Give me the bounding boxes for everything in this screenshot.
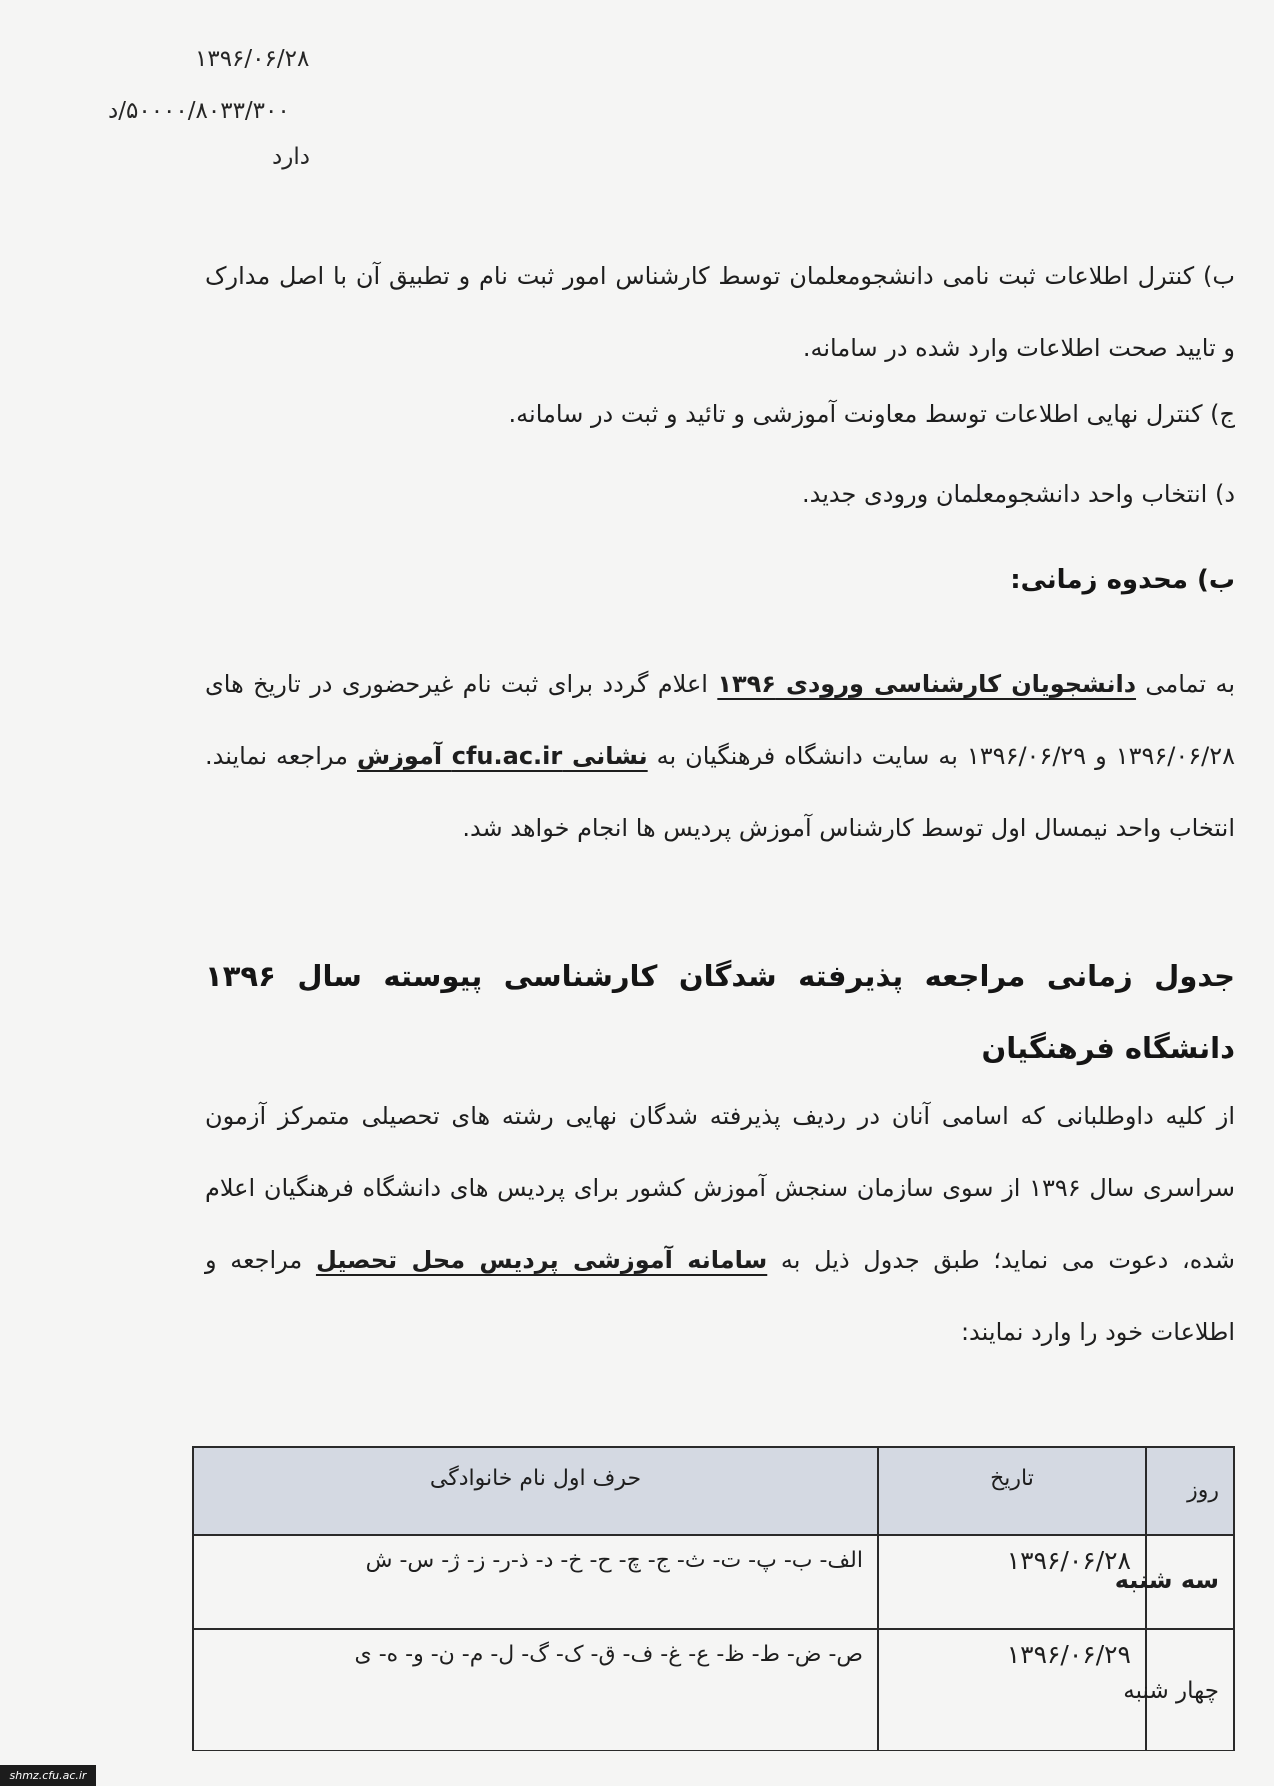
paragraph-j-final: ج) کنترل نهایی اطلاعات توسط معاونت آموزشی و تائید و ثبت در سامانه. (508, 400, 1235, 428)
site-watermark: shmz.cfu.ac.ir (0, 1765, 96, 1786)
time-text-1: به تمامی (1136, 670, 1236, 698)
invite-text-2: مراجعه و اطلاعات خود را وارد نمایند: (205, 1246, 1235, 1346)
table-row (194, 1536, 1233, 1630)
header-date: تاریخ (877, 1448, 1145, 1534)
table-row (194, 1630, 1233, 1751)
schedule-title: جدول زمانی مراجعه پذیرفته شدگان کارشناسی پیوسته سال ۱۳۹۶ دانشگاه فرهنگیان (205, 959, 1235, 1065)
schedule-table (192, 1446, 1235, 1751)
paragraph-invite (205, 1080, 1235, 1368)
time-text-2: اعلام گردد برای ثبت نام غیرحضوری در تاریخ های ۱۳۹۶/۰۶/۲۸ و ۱۳۹۶/۰۶/۲۹ به سایت دانشگاه فرهنگیان به (205, 670, 1236, 770)
paragraph-b-control: ب) کنترل اطلاعات ثبت نامی دانشجومعلمان توسط کارشناس امور ثبت نام و تطبیق آن با اصل مدارک و تایید صحت اطلاعات وارد شده در سامانه. (205, 262, 1235, 362)
header-day: روز (1145, 1448, 1233, 1534)
paragraph-time-range (205, 648, 1235, 864)
letter-number: ۵۰۰۰۰/۸۰۳۳/۳۰۰/د (108, 98, 290, 124)
row-letters: الف- ب- پ- ت- ث- ج- چ- ح- خ- د- ذ-ر- ز- ژ- س- ش (365, 1548, 863, 1573)
table-header-row (194, 1448, 1233, 1536)
row-day: چهار شنبه (1145, 1630, 1233, 1750)
row-day: سه شنبه (1145, 1536, 1233, 1628)
invite-underlined-system[interactable]: سامانه آموزشی پردیس محل تحصیل (315, 1246, 768, 1274)
time-range-heading: ب) محدوه زمانی: (1010, 565, 1235, 595)
letter-attachment: دارد (272, 144, 310, 170)
row-date: ۱۳۹۶/۰۶/۲۸ (877, 1536, 1145, 1628)
paragraph-d-select: د) انتخاب واحد دانشجومعلمان ورودی جدید. (802, 480, 1235, 508)
row-date: ۱۳۹۶/۰۶/۲۹ (877, 1630, 1145, 1750)
time-underlined-address[interactable]: نشانی cfu.ac.ir آموزش (357, 742, 648, 770)
invite-text-1: از کلیه داوطلبانی که اسامی آنان در ردیف پذیرفته شدگان نهایی رشته های تحصیلی متمرکز آزمون سراسری سال ۱۳۹۶ از سوی سازمان سنجش آموزش کشور برای پردیس های دانشگاه فرهنگیان اعلام شده، دعوت می نماید؛ طبق جدول ذیل به (205, 1102, 1235, 1274)
header-letters: حرف اول نام خانوادگی (429, 1466, 642, 1491)
letter-date: ۱۳۹۶/۰۶/۲۸ (195, 46, 310, 72)
time-text-3: مراجعه نمایند. انتخاب واحد نیمسال اول توسط کارشناس آموزش پردیس ها انجام خواهد شد. (205, 742, 1235, 842)
row-letters: ص- ض- ط- ظ- ع- غ- ف- ق- ک- گ- ل- م- ن- و- ه- ی (354, 1642, 863, 1667)
time-underlined-students: دانشجویان کارشناسی ورودی ۱۳۹۶ (717, 670, 1137, 698)
